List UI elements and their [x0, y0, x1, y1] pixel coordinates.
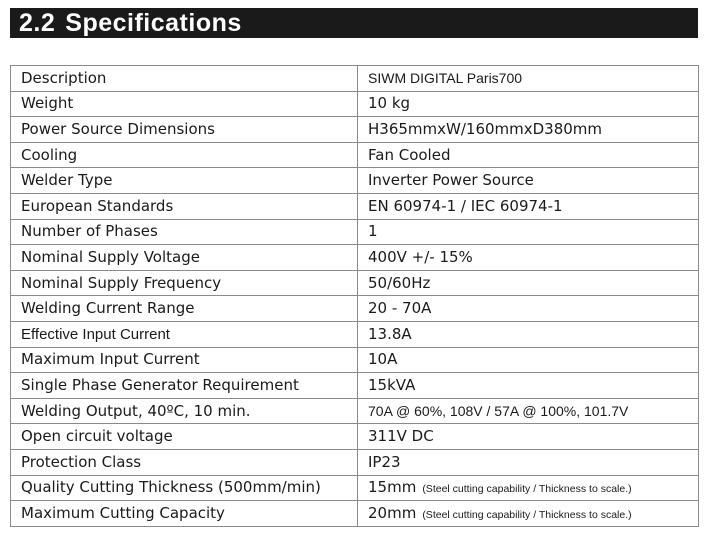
- spec-label: Description: [11, 66, 358, 92]
- table-row: [11, 91, 699, 117]
- spec-value: H365mmxW/160mmxD380mm: [358, 117, 699, 143]
- spec-note: (Steel cutting capability / Thickness to scale.): [422, 483, 632, 496]
- table-row: [11, 168, 699, 194]
- spec-label: Power Source Dimensions: [11, 117, 358, 143]
- spec-value: 15mm: [368, 478, 417, 497]
- spec-label: Cooling: [11, 142, 358, 168]
- spec-label: Quality Cutting Thickness (500mm/min): [11, 475, 358, 501]
- spec-label: Open circuit voltage: [11, 424, 358, 450]
- table-row: [11, 398, 699, 424]
- spec-label: Number of Phases: [11, 219, 358, 245]
- spec-value: 400V +/- 15%: [358, 245, 699, 271]
- spec-value-cell: [358, 475, 699, 501]
- spec-value: 70A @ 60%, 108V / 57A @ 100%, 101.7V: [358, 398, 699, 424]
- table-row: [11, 347, 699, 373]
- spec-value: 50/60Hz: [358, 270, 699, 296]
- table-row: [11, 193, 699, 219]
- spec-note: (Steel cutting capability / Thickness to scale.): [422, 508, 632, 521]
- spec-label: Welding Current Range: [11, 296, 358, 322]
- spec-value: Fan Cooled: [358, 142, 699, 168]
- spec-value-cell: [358, 501, 699, 527]
- spec-value: 13.8A: [358, 321, 699, 347]
- spec-label: Nominal Supply Voltage: [11, 245, 358, 271]
- spec-value: 10A: [358, 347, 699, 373]
- spec-value: 1: [358, 219, 699, 245]
- table-row: [11, 321, 699, 347]
- spec-label: Maximum Input Current: [11, 347, 358, 373]
- table-row: [11, 66, 699, 92]
- table-row: [11, 449, 699, 475]
- spec-value: 15kVA: [358, 373, 699, 399]
- spec-label: Welder Type: [11, 168, 358, 194]
- spec-label: Protection Class: [11, 449, 358, 475]
- spec-label: European Standards: [11, 193, 358, 219]
- spec-value: 10 kg: [358, 91, 699, 117]
- spec-value: 20mm: [368, 503, 417, 522]
- section-header: [10, 8, 698, 38]
- spec-label: Effective Input Current: [11, 321, 358, 347]
- spec-value: EN 60974-1 / IEC 60974-1: [358, 193, 699, 219]
- table-row: [11, 270, 699, 296]
- table-row: [11, 296, 699, 322]
- spec-value: 311V DC: [358, 424, 699, 450]
- spec-label: Single Phase Generator Requirement: [11, 373, 358, 399]
- table-row: [11, 501, 699, 527]
- spec-label: Weight: [11, 91, 358, 117]
- spec-label: Nominal Supply Frequency: [11, 270, 358, 296]
- table-row: [11, 373, 699, 399]
- table-row: [11, 475, 699, 501]
- specifications-table: [10, 65, 699, 527]
- spec-value: SIWM DIGITAL Paris700: [358, 66, 699, 92]
- table-row: [11, 219, 699, 245]
- table-row: [11, 142, 699, 168]
- table-row: [11, 424, 699, 450]
- spec-value: 20 - 70A: [358, 296, 699, 322]
- table-row: [11, 245, 699, 271]
- table-row: [11, 117, 699, 143]
- section-title: Specifications: [65, 9, 242, 37]
- section-number: 2.2: [19, 9, 56, 37]
- spec-value: Inverter Power Source: [358, 168, 699, 194]
- spec-label: Maximum Cutting Capacity: [11, 501, 358, 527]
- spec-label: Welding Output, 40ºC, 10 min.: [11, 398, 358, 424]
- spec-value: IP23: [358, 449, 699, 475]
